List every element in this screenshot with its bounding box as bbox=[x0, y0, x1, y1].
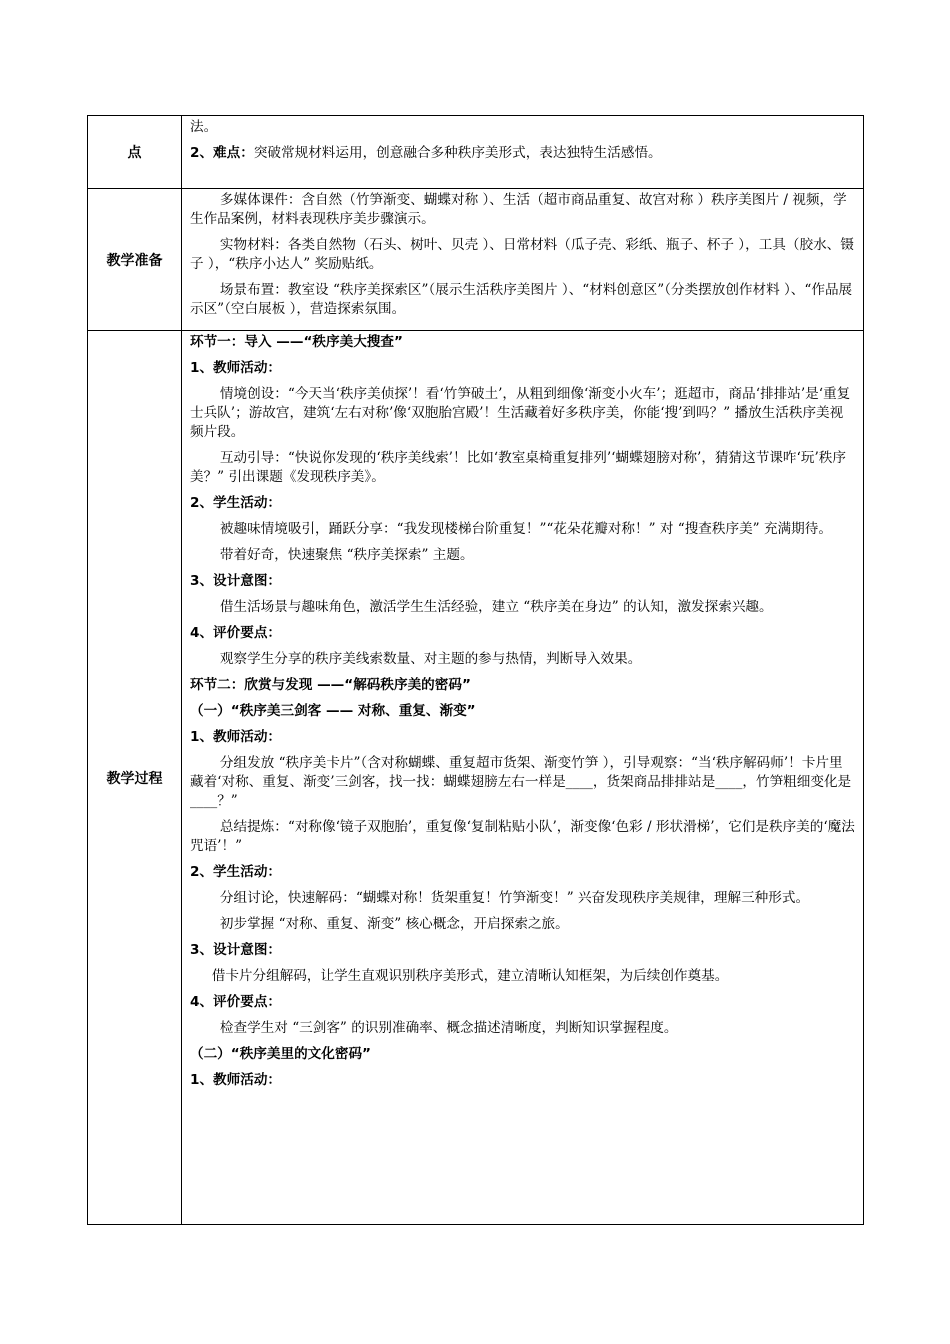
paragraph: 场景布置：教室设 “秩序美探索区”（展示生活秩序美图片 ）、“材料创意区”（分类摆放创作材料 ）、“作品展示区”（空白展板 ），营造探索氛围。 bbox=[190, 282, 853, 317]
section-heading: （一）“秩序美三剑客 —— 对称、重复、渐变” bbox=[190, 703, 476, 719]
section-heading: 4、评价要点： bbox=[190, 625, 282, 641]
section-heading: 4、评价要点： bbox=[190, 994, 282, 1010]
paragraph: 借卡片分组解码，让学生直观识别秩序美形式，建立清晰认知框架，为后续创作奠基。 bbox=[211, 968, 729, 984]
paragraph: 法。 bbox=[190, 119, 218, 135]
row-content bbox=[182, 189, 864, 331]
paragraph: 检查学生对 “三剑客” 的识别准确率、概念描述清晰度，判断知识掌握程度。 bbox=[219, 1020, 678, 1036]
paragraph: 总结提炼：“对称像‘镜子双胞胎’，重复像‘复制粘贴小队’，渐变像‘色彩 / 形状滑梯’，它们是秩序美的‘魔法咒语’！” bbox=[190, 819, 855, 854]
row-teaching-process bbox=[88, 331, 864, 1225]
paragraph: 实物材料：各类自然物（石头、树叶、贝壳 ）、日常材料（瓜子壳、彩纸、瓶子、杯子 ），工具（胶水、镊子 ），“秩序小达人” 奖励贴纸。 bbox=[190, 237, 854, 272]
paragraph-text: 突破常规材料运用，创意融合多种秩序美形式，表达独特生活感悟。 bbox=[253, 145, 662, 161]
row-label: 教学准备 bbox=[88, 189, 182, 331]
row-label: 教学过程 bbox=[88, 331, 182, 1225]
section-heading: 3、设计意图： bbox=[190, 573, 282, 589]
section-heading: （二）“秩序美里的文化密码” bbox=[190, 1046, 371, 1062]
paragraph-label: 2、难点： bbox=[190, 145, 254, 161]
paragraph: 初步掌握 “对称、重复、渐变” 核心概念，开启探索之旅。 bbox=[219, 916, 569, 932]
section-heading: 3、设计意图： bbox=[190, 942, 282, 958]
row-teaching-preparation bbox=[88, 189, 864, 331]
section-heading: 2、学生活动： bbox=[190, 864, 282, 880]
section-heading: 1、教师活动： bbox=[190, 1072, 282, 1088]
row-label: 点 bbox=[88, 116, 182, 189]
section-heading: 环节二：欣赏与发现 ——“解码秩序美的密码” bbox=[190, 677, 471, 693]
paragraph: 分组发放 “秩序美卡片”（含对称蝴蝶、重复超市货架、渐变竹笋 ），引导观察：“当‘秩序解码师’！卡片里藏着‘对称、重复、渐变’三剑客，找一找：蝴蝶翅膀左右一样是____，货架商品排排站是____，竹笋粗细变化是____？” bbox=[190, 755, 852, 809]
paragraph: 多媒体课件：含自然（竹笋渐变、蝴蝶对称 ）、生活（超市商品重复、故宫对称 ）秩序美图片 / 视频，学生作品案例，材料表现秩序美步骤演示。 bbox=[190, 192, 847, 227]
paragraph: 带着好奇，快速聚焦 “秩序美探索” 主题。 bbox=[219, 547, 474, 563]
paragraph: 被趣味情境吸引，踊跃分享：“我发现楼梯台阶重复！”“花朵花瓣对称！” 对 “搜查秩序美” 充满期待。 bbox=[219, 521, 832, 537]
paragraph: 分组讨论，快速解码：“蝴蝶对称！货架重复！竹笋渐变！” 兴奋发现秩序美规律，理解三种形式。 bbox=[219, 890, 810, 906]
section-heading: 1、教师活动： bbox=[190, 360, 282, 376]
paragraph: 情境创设：“今天当‘秩序美侦探’！看‘竹笋破土’，从粗到细像‘渐变小火车’；逛超市，商品‘排排站’是‘重复士兵队’；游故宫，建筑‘左右对称’像‘双胞胎宫殿’！生活藏着好多秩序美，你能‘搜’到吗？” 播放生活秩序美视频片段。 bbox=[190, 386, 851, 440]
section-heading: 环节一：导入 ——“秩序美大搜查” bbox=[190, 334, 403, 350]
row-content bbox=[182, 331, 864, 1225]
row-content bbox=[182, 116, 864, 189]
paragraph: 观察学生分享的秩序美线索数量、对主题的参与热情，判断导入效果。 bbox=[219, 651, 642, 667]
row-difficulty bbox=[88, 116, 864, 189]
paragraph: 借生活场景与趣味角色，激活学生生活经验，建立 “秩序美在身边” 的认知，激发探索兴趣。 bbox=[219, 599, 773, 615]
section-heading: 2、学生活动： bbox=[190, 495, 282, 511]
paragraph: 互动引导：“快说你发现的‘秩序美线索’！比如‘教室桌椅重复排列’‘蝴蝶翅膀对称’，猜猜这节课咋‘玩’秩序美？” 引出课题《发现秩序美》。 bbox=[190, 450, 846, 485]
paragraph bbox=[190, 144, 855, 163]
section-heading: 1、教师活动： bbox=[190, 729, 282, 745]
lesson-plan-table bbox=[87, 115, 864, 1225]
